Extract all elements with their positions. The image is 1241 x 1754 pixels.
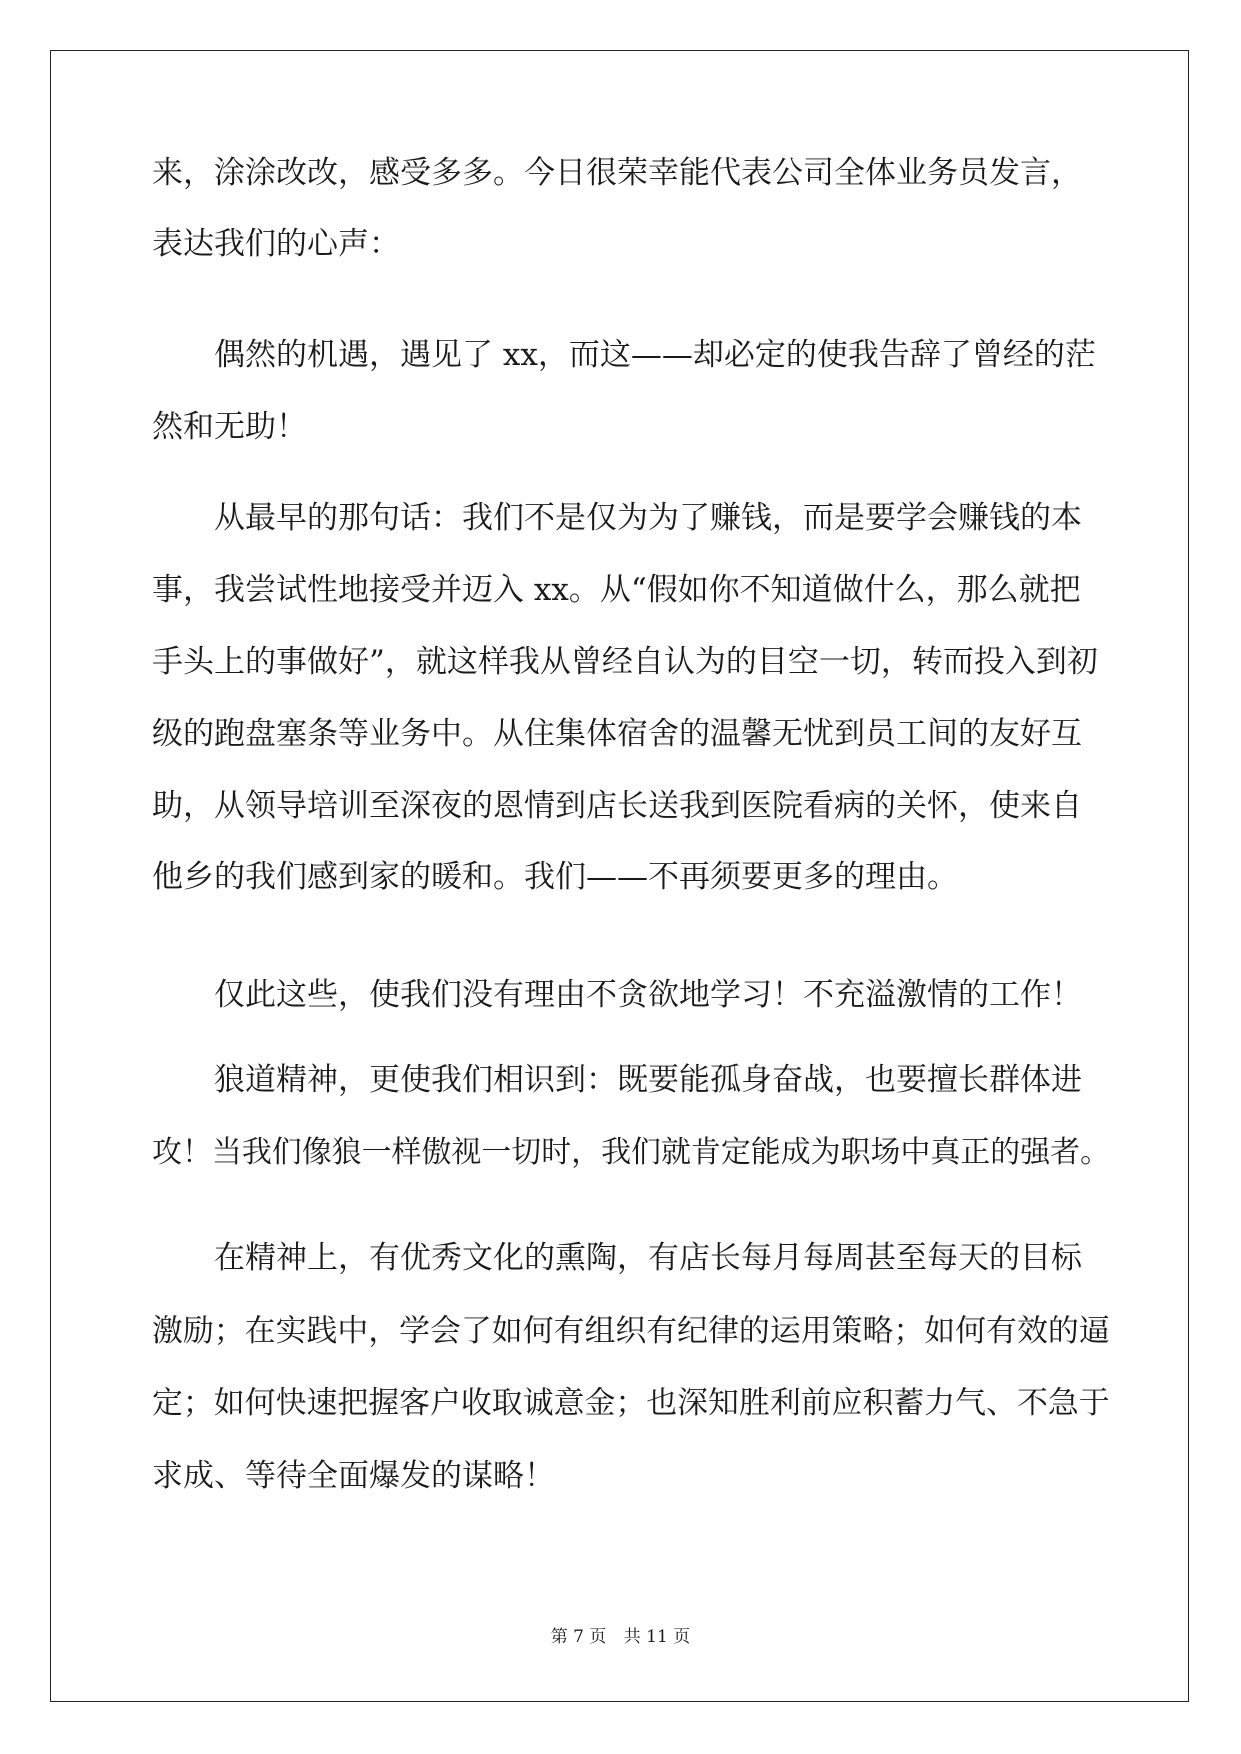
text-line: 手头上的事做好”，就这样我从曾经自认为的目空一切，转而投入到初	[152, 644, 1098, 680]
page-footer	[0, 1626, 1241, 1648]
text-line: 他乡的我们感到家的暖和。我们——不再须要更多的理由。	[152, 859, 958, 895]
text-line: 助，从领导培训至深夜的恩情到店长送我到医院看病的关怀，使来自	[152, 788, 1082, 824]
page-total: 共 11 页	[623, 1627, 691, 1647]
text-line: 在精神上，有优秀文化的熏陶，有店长每月每周甚至每天的目标	[214, 1240, 1082, 1276]
text-line: 定；如何快速把握客户收取诚意金；也深知胜利前应积蓄力气、不急于	[152, 1385, 1110, 1421]
text-line: 仅此这些，使我们没有理由不贪欲地学习！不充溢激情的工作！	[214, 977, 1082, 1013]
text-line: 求成、等待全面爆发的谋略！	[152, 1458, 555, 1494]
text-line: 级的跑盘塞条等业务中。从住集体宿舍的温馨无忧到员工间的友好互	[152, 716, 1082, 752]
text-line: 狼道精神，更使我们相识到：既要能孤身奋战，也要擅长群体进	[214, 1062, 1082, 1098]
text-line: 激励；在实践中，学会了如何有组织有纪律的运用策略；如何有效的逼	[152, 1313, 1110, 1349]
text-line: 偶然的机遇，遇见了 xx，而这——却必定的使我告辞了曾经的茫	[214, 337, 1096, 373]
text-line: 事，我尝试性地接受并迈入 xx。从“假如你不知道做什么，那么就把	[152, 572, 1081, 608]
text-line: 来，涂涂改改，感受多多。今日很荣幸能代表公司全体业务员发言，	[152, 155, 1082, 191]
page-number: 第 7 页	[550, 1627, 607, 1647]
text-line: 从最早的那句话：我们不是仅为为了赚钱，而是要学会赚钱的本	[214, 500, 1082, 536]
text-line: 攻！当我们像狼一样傲视一切时，我们就肯定能成为职场中真正的强者。	[152, 1135, 1110, 1170]
text-line: 然和无助！	[152, 409, 307, 445]
text-line: 表达我们的心声：	[152, 226, 400, 262]
